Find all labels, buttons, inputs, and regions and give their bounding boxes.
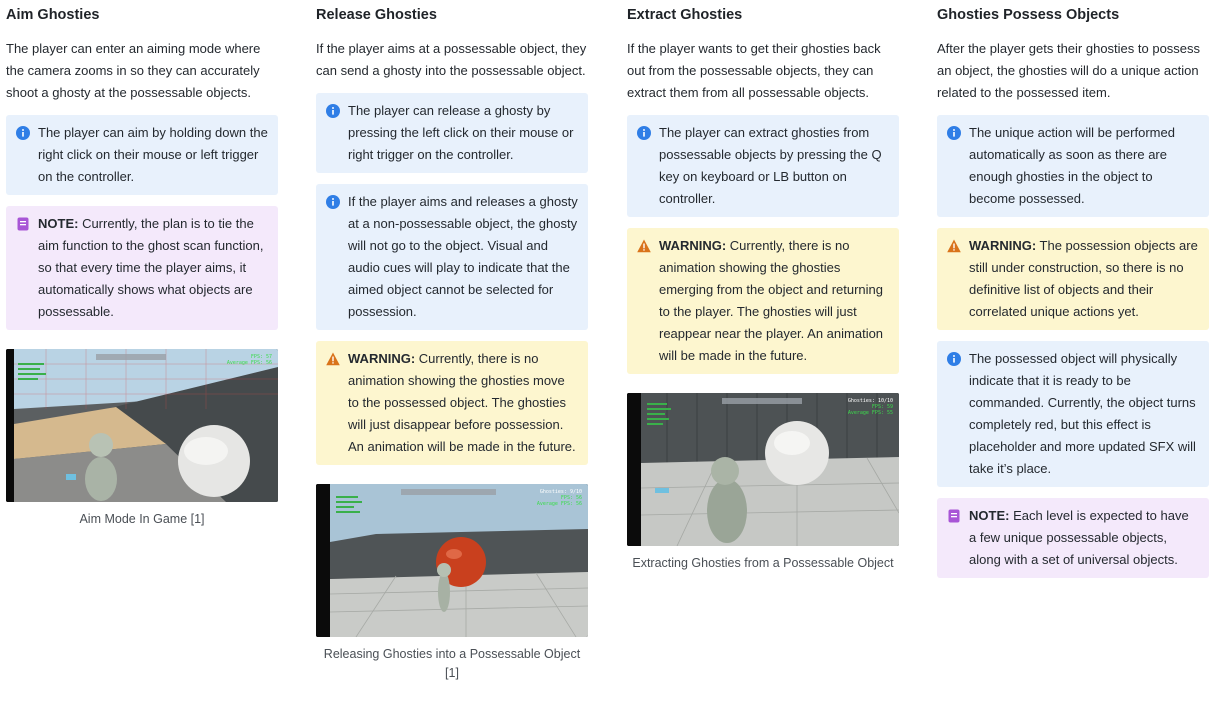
callout-text: If the player aims and releases a ghosty at a non-possessable object, the ghosty will not go to the object. Visual and audio cues will play to indicate that the aimed object cannot be selected for possession.	[348, 194, 578, 319]
section-title: Release Ghosties	[316, 7, 437, 23]
section-title: Extract Ghosties	[627, 7, 743, 23]
note-icon	[16, 217, 30, 231]
section-intro: The player can enter an aiming mode where the camera zooms in so they can accurately shoot a ghosty at the possessable objects.	[6, 41, 261, 100]
info-icon	[16, 126, 30, 140]
game-scene-image	[316, 484, 588, 637]
note-callout	[937, 498, 1209, 578]
callout-text: The player can aim by holding down the right click on their mouse or left trigger on the controller.	[38, 125, 268, 184]
release-ghosties-screenshot	[316, 484, 588, 637]
warning-callout	[627, 228, 899, 374]
callout-label: WARNING:	[659, 238, 727, 253]
warning-callout	[316, 341, 588, 465]
callout-text: The player can release a ghosty by pressing the left click on their mouse or right trigger on the controller.	[348, 103, 574, 162]
game-scene-image	[6, 349, 278, 502]
warning-icon	[947, 239, 961, 253]
info-callout	[6, 115, 278, 195]
callout-text: Currently, there is no animation showing the ghosties emerging from the object and returning to the player. The ghosties will just reappear near the player. An animation will be made in the future.	[659, 238, 884, 363]
hud-readout: Average FPS: 56	[226, 360, 272, 366]
hud-readout: Average FPS: 55	[847, 410, 893, 416]
info-icon	[947, 352, 961, 366]
callout-text: Currently, there is no animation showing the ghosties move to the possessed object. The ghosties will just disappear before possession. An animation will be made in the future.	[348, 351, 576, 454]
info-callout	[316, 93, 588, 173]
info-icon	[326, 104, 340, 118]
warning-icon	[326, 352, 340, 366]
warning-icon	[637, 239, 651, 253]
section-intro: If the player aims at a possessable object, they can send a ghosty into the possessable object.	[316, 41, 587, 78]
section-title: Ghosties Possess Objects	[937, 7, 1120, 23]
column-aim-ghosties	[6, 0, 278, 529]
column-ghosties-possess-objects	[937, 0, 1209, 578]
callout-text: The possession objects are still under construction, so there is no definitive list of objects and their correlated unique actions yet.	[969, 238, 1198, 319]
callout-text: The possessed object will physically indicate that it is ready to be commanded. Currently, the object turns completely red, but this effect is placeholder and more updated SFX will take it’s place.	[969, 351, 1196, 476]
section-intro: After the player gets their ghosties to possess an object, the ghosties will do a unique action related to the possessed item.	[937, 41, 1201, 100]
warning-callout	[937, 228, 1209, 330]
callout-label: NOTE:	[38, 216, 79, 231]
callout-text: The unique action will be performed automatically as soon as there are enough ghosties in the object to become possessed.	[969, 125, 1175, 206]
info-callout	[937, 341, 1209, 487]
hud-readout: FPS: 57	[250, 354, 272, 360]
hud-readout: FPS: 59	[871, 404, 893, 410]
callout-text: Currently, the plan is to tie the aim function to the ghost scan function, so that every time the player aims, it automatically shows what objects are possessable.	[38, 216, 264, 319]
hud-readout: Ghosties: 10/10	[847, 398, 893, 404]
callout-text: The player can extract ghosties from possessable objects by pressing the Q key on keyboard or LB button on controller.	[659, 125, 882, 206]
section-intro: If the player wants to get their ghosties back out from the possessable objects, they can extract them from all possessable objects.	[627, 41, 881, 100]
info-callout	[627, 115, 899, 217]
image-caption: Aim Mode In Game [1]	[79, 512, 205, 526]
game-scene-image	[627, 393, 899, 546]
hud-readout: Average FPS: 56	[536, 501, 582, 507]
note-icon	[947, 509, 961, 523]
note-callout	[6, 206, 278, 330]
callout-label: NOTE:	[969, 508, 1010, 523]
column-release-ghosties	[316, 0, 588, 683]
callout-label: WARNING:	[348, 351, 416, 366]
section-title: Aim Ghosties	[6, 7, 100, 23]
info-icon	[637, 126, 651, 140]
info-callout	[316, 184, 588, 330]
info-icon	[326, 195, 340, 209]
callout-text: Each level is expected to have a few unique possessable objects, along with a set of universal objects.	[969, 508, 1189, 567]
image-caption: Extracting Ghosties from a Possessable Object	[632, 556, 894, 570]
extract-ghosties-screenshot	[627, 393, 899, 546]
hud-readout: FPS: 56	[560, 495, 582, 501]
callout-label: WARNING:	[969, 238, 1037, 253]
info-callout	[937, 115, 1209, 217]
column-extract-ghosties	[627, 0, 899, 573]
hud-readout: Ghosties: 9/10	[539, 489, 582, 495]
info-icon	[947, 126, 961, 140]
aim-mode-screenshot	[6, 349, 278, 502]
image-caption: Releasing Ghosties into a Possessable Object [1]	[323, 647, 581, 680]
